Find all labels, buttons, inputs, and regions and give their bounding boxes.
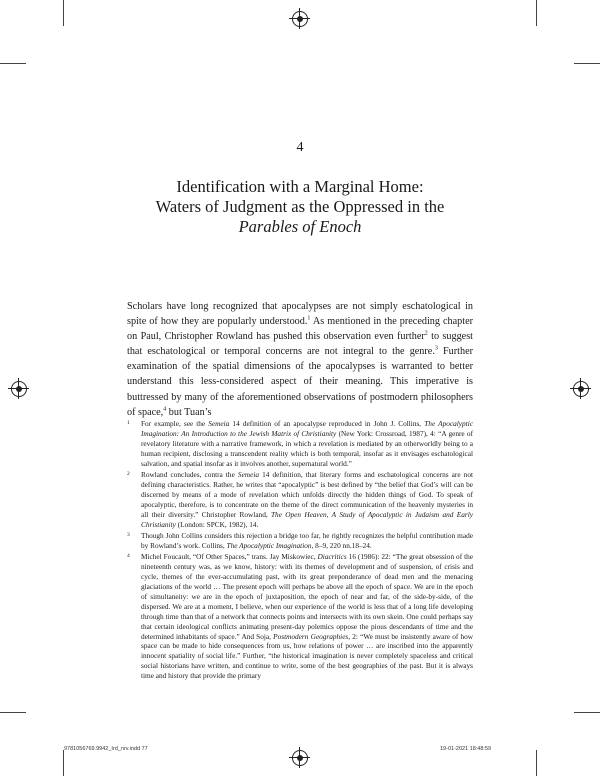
crop-mark-top-right-h <box>574 63 600 64</box>
footnote-italic: Postmodern Geographies <box>273 631 349 641</box>
footnote-italic: The Open Heaven, A Study of Apocalyptic in Judaism and Early Christianity <box>141 509 473 529</box>
footnote-text: (New York: Crossroad, 1987), 4: “A genre of revelatory literature with a narrative framework, in which a revelation is mediated by an otherworldly being to a human recipient, disclosing a transcendent reality which is both temporal, insofar as it envisages eschatological salvation, and spatial insofar as it involves another, supernatural world.” <box>141 428 474 468</box>
footnote-italic: Semeia <box>237 470 259 480</box>
crop-mark-top-left <box>63 0 64 26</box>
body-text-run: As mentioned in the preceding chapter on Paul, Christopher Rowland has pushed this observation even further <box>127 316 473 343</box>
footnote-text: Though John Collins considers this rejection a bridge too far, he rightly recognizes the helpful contribution made by Rowland’s work. Collins, <box>141 530 473 550</box>
chapter-title <box>0 177 600 237</box>
crop-mark-top-left-h <box>0 63 26 64</box>
crop-mark-bottom-right-h <box>574 712 600 713</box>
footnote-ref[interactable]: 3 <box>434 345 438 352</box>
chapter-number: 4 <box>296 140 304 155</box>
footnote-ref[interactable]: 1 <box>307 315 311 322</box>
registration-mark-icon <box>292 11 308 27</box>
print-slug-file: 9781056769.9942_Ird_nrv.indd 77 <box>64 746 148 752</box>
footnote <box>127 470 473 529</box>
footnote-text: (London: SPCK, 1982), 14. <box>175 519 259 529</box>
registration-mark-icon <box>292 750 308 766</box>
footnote-number: 4 <box>127 553 130 560</box>
footnote-text: , 2: “We must be insistently aware of how space can be made to hide consequences from us, how relations of power … are inscribed into the apparently innocent spatiality of social life.” Further, “the historical imagination is never completely spaceless and critical social historians have written, and continue to write, some of the best geographies of the past. But it is always time and history that provide the primary <box>141 631 474 681</box>
footnote <box>127 531 473 551</box>
footnote-number: 1 <box>127 420 130 426</box>
body-text-run: to suggest that eschatological or temporal concerns are not integral to the genre. <box>127 331 473 358</box>
footnote-italic: Semeia <box>208 419 230 428</box>
crop-mark-top-right <box>536 0 537 26</box>
footnote <box>127 419 473 469</box>
footnote-text: For example, see the <box>141 419 209 428</box>
footnote-number: 2 <box>127 471 130 478</box>
footnote-text: , 8–9, 220 nn.18–24. <box>311 540 372 550</box>
chapter-title-line: Waters of Judgment as the Oppressed in the <box>155 197 445 216</box>
footnote <box>127 552 473 681</box>
body-paragraph <box>127 299 473 420</box>
chapter-title-line: Parables of Enoch <box>238 217 362 236</box>
registration-mark-icon <box>573 381 589 397</box>
footnote-text: Rowland concludes, contra the <box>141 470 238 480</box>
crop-mark-bottom-left-h <box>0 712 26 713</box>
footnote-ref[interactable]: 2 <box>424 330 428 337</box>
footnote-text: 14 definition, that literary forms and eschatological concerns are not defining characteristics. Rather, he writes that “apocalyptic” is best defined by “the belief that God’s will can be discerned by means of a mode of revelation which unfolds directly the hidden things of God. To speak of apocalyptic, therefore, is to concentrate on the theme of the direct communication of the heavenly mysteries in all their diversity.” Christopher Rowland, <box>141 470 474 519</box>
footnote-text: Michel Foucault, “Of Other Spaces,” trans. Jay Miskowiec, <box>141 552 318 562</box>
footnote-text: 14 definition of an apocalypse reproduced in John J. Collins, <box>229 419 425 428</box>
body-text-run: Further examination of the spatial dimensions of the apocalypses is warranted to better understand this less-considered aspect of their meaning. This imperative is buttressed by many of the aforementioned observations of postmodern philosophers of space, <box>127 346 473 418</box>
footnote-italic: The Apocalyptic Imagination <box>226 540 312 550</box>
crop-mark-bottom-right <box>536 750 537 776</box>
print-slug-timestamp: 19-01-2021 18:48:59 <box>440 746 492 752</box>
chapter-title-line: Identification with a Marginal Home: <box>176 177 424 196</box>
footnote-italic: The Apocalyptic Imagination: An Introduction to the Jewish Matrix of Christianity <box>141 419 473 438</box>
body-text-run: Scholars have long recognized that apocalypses are not simply eschatological in spite of how they are popularly understood. <box>127 301 473 328</box>
body-text-run: but Tuan’s <box>166 406 212 418</box>
footnote-ref[interactable]: 4 <box>163 406 167 413</box>
registration-mark-icon <box>11 381 27 397</box>
footnote-italic: Diacritics <box>317 552 347 562</box>
footnote-number: 3 <box>127 531 130 538</box>
crop-mark-bottom-left <box>63 750 64 776</box>
footnotes <box>127 419 473 683</box>
footnote-text: 16 (1986): 22: “The great obsession of the nineteenth century was, as we know, history: with its themes of development and of suspension, of crisis and cycle, themes of the ever-accumulating past, with its great preponderance of dead men and the menacing glaciations of the world … The present epoch will perhaps be above all the epoch of space. We are in the epoch of simultaneity: we are in the epoch of juxtaposition, the epoch of near and far, of the side-by-side, of the dispersed. We are at a moment, I believe, when our experience of the world is less that of a long life developing through time than that of a network that connects points and intersects with its own skein. One could perhaps say that certain ideological conflicts animating present-day polemics oppose the pious descendants of time and the determined inhabitants of space.” And Soja, <box>141 552 473 641</box>
